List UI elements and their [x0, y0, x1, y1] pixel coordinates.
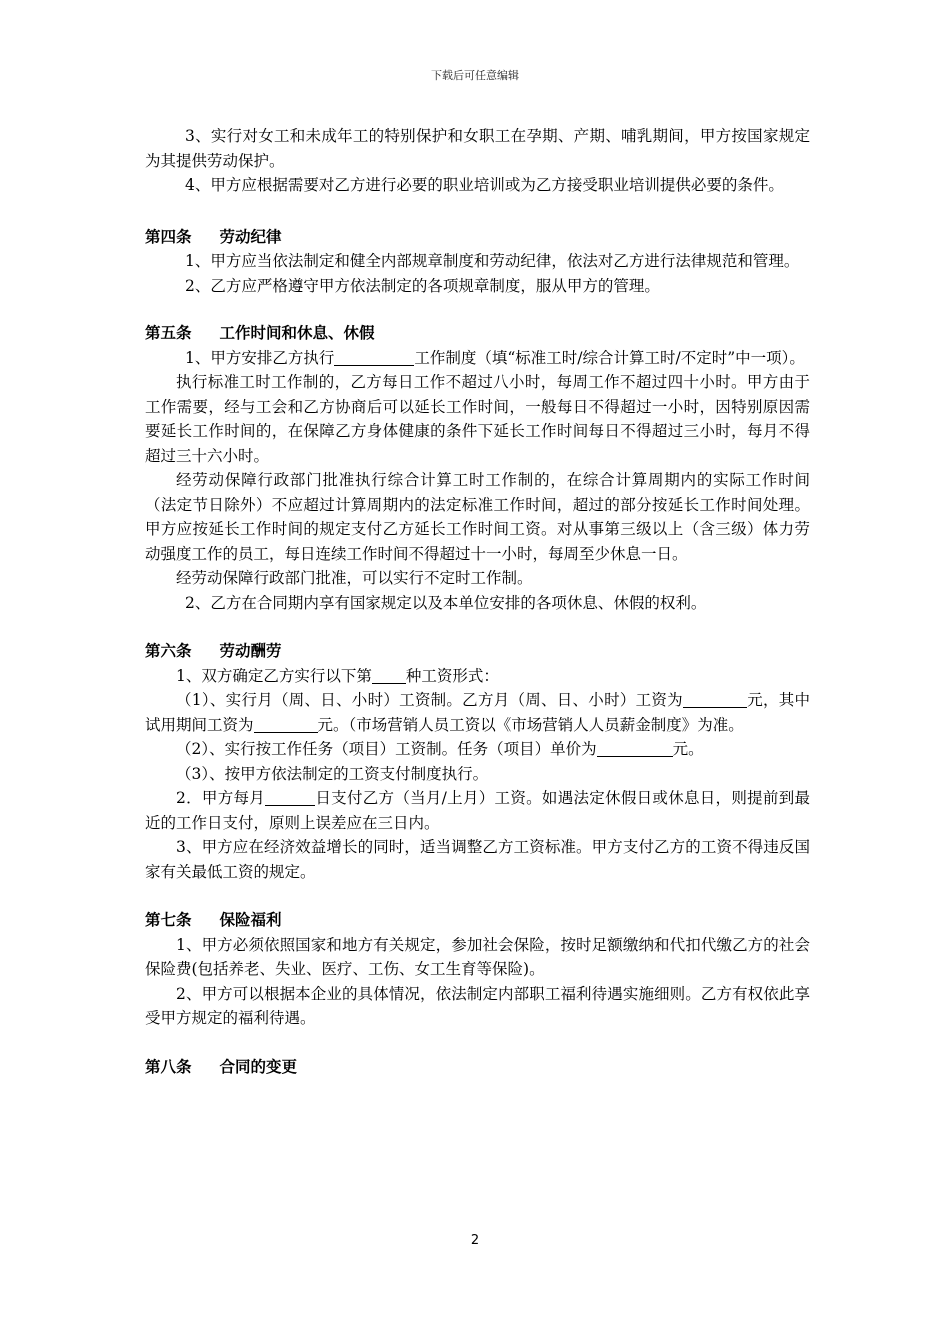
text-run: 工作制度（填“标准工时/综合计算工时/不定时”中一项）。: [414, 348, 805, 367]
fill-in-blank: [372, 667, 406, 684]
paragraph: 1、甲方应当依法制定和健全内部规章制度和劳动纪律，依法对乙方进行法律规范和管理。: [185, 252, 800, 270]
article-title: 劳动纪律: [219, 227, 282, 246]
fill-in-blank: [334, 349, 414, 366]
article-heading: [145, 321, 810, 346]
text-run: 种工资形式：: [405, 666, 499, 685]
article-number: 第五条: [145, 324, 192, 342]
paragraph: 经劳动保障行政部门批准，可以实行不定时工作制。: [176, 569, 533, 587]
paragraph: [145, 664, 810, 689]
document-body: [145, 124, 810, 1079]
article-heading: [145, 1055, 810, 1080]
article-heading: [145, 639, 810, 664]
text-run: （2）、实行按工作任务（项目）工资制。任务（项目）单价为: [176, 740, 597, 758]
paragraph: 2、乙方应严格遵守甲方依法制定的各项规章制度，服从甲方的管理。: [185, 276, 660, 295]
paragraph: 3、甲方应在经济效益增长的同时，适当调整乙方工资标准。甲方支付乙方的工资不得违反国家有关最低工资的规定。: [145, 838, 810, 881]
article-number: 第七条: [145, 911, 192, 929]
fill-in-blank: [683, 691, 747, 708]
article-number: 第六条: [145, 642, 192, 660]
page-header: 下载后可任意编辑: [431, 69, 519, 82]
article-heading: [145, 225, 810, 250]
article-number: 第八条: [145, 1057, 192, 1076]
text-run: （1）、实行月（周、日、小时）工资制。乙方月（周、日、小时）工资为: [176, 691, 683, 709]
paragraph: [145, 688, 810, 737]
paragraph: 2、甲方可以根据本企业的具体情况，依法制定内部职工福利待遇实施细则。乙方有权依此享受甲方规定的福利待遇。: [145, 984, 810, 1027]
paragraph: [145, 737, 810, 762]
article-title: 合同的变更: [219, 1057, 298, 1076]
fill-in-blank: [265, 789, 315, 806]
article-title: 保险福利: [219, 911, 282, 929]
fill-in-blank: [597, 740, 673, 757]
paragraph: 3、实行对女工和未成年工的特别保护和女职工在孕期、产期、哺乳期间，甲方按国家规定为其提供劳动保护。: [145, 127, 810, 170]
text-run: 元，其中试用期间工资为: [145, 691, 810, 734]
text-run: 2．甲方每月: [176, 789, 266, 807]
text-run: 日支付乙方（当月/上月）工资。如遇法定休假日或休息日，则提前到最近的工作日支付，原则上误差应在三日内。: [145, 789, 810, 832]
fill-in-blank: [254, 716, 318, 733]
text-run: 元。: [672, 740, 704, 758]
paragraph: 执行标准工时工作制的，乙方每日工作不超过八小时，每周工作不超过四十小时。甲方由于工作需要，经与工会和乙方协商后可以延长工作时间，一般每日不得超过一小时，因特别原因需要延长工作时间的，在保障乙方身体健康的条件下延长工作时间每日不得超过三小时，每月不得超过三十六小时。: [145, 373, 810, 465]
paragraph: [145, 346, 810, 371]
article-number: 第四条: [145, 227, 192, 246]
text-run: 1、甲方安排乙方执行: [185, 348, 335, 367]
paragraph: 2、乙方在合同期内享有国家规定以及本单位安排的各项休息、休假的权利。: [185, 593, 707, 612]
article-title: 劳动酬劳: [219, 642, 282, 660]
paragraph: 经劳动保障行政部门批准执行综合计算工时工作制的，在综合计算周期内的实际工作时间（法定节日除外）不应超过计算周期内的法定标准工作时间，超过的部分按延长工作时间处理。甲方应按延长工作时间的规定支付乙方延长工作时间工资。对从事第三级以上（含三级）体力劳动强度工作的员工，每日连续工作时间不得超过十一小时，每周至少休息一日。: [145, 471, 810, 563]
paragraph: （3）、按甲方依法制定的工资支付制度执行。: [176, 764, 489, 783]
text-run: 1、双方确定乙方实行以下第: [176, 666, 372, 685]
article-heading: [145, 908, 810, 933]
article-title: 工作时间和休息、休假: [219, 324, 375, 342]
text-run: 元。（市场营销人员工资以《市场营销人人员薪金制度》为准。: [317, 715, 744, 734]
page-number: 2: [470, 1233, 480, 1248]
paragraph: [145, 786, 810, 835]
paragraph: 1、甲方必须依照国家和地方有关规定，参加社会保险，按时足额缴纳和代扣代缴乙方的社会保险费(包括养老、失业、医疗、工伤、女工生育等保险)。: [145, 935, 810, 978]
paragraph: 4、甲方应根据需要对乙方进行必要的职业培训或为乙方接受职业培训提供必要的条件。: [185, 176, 784, 194]
